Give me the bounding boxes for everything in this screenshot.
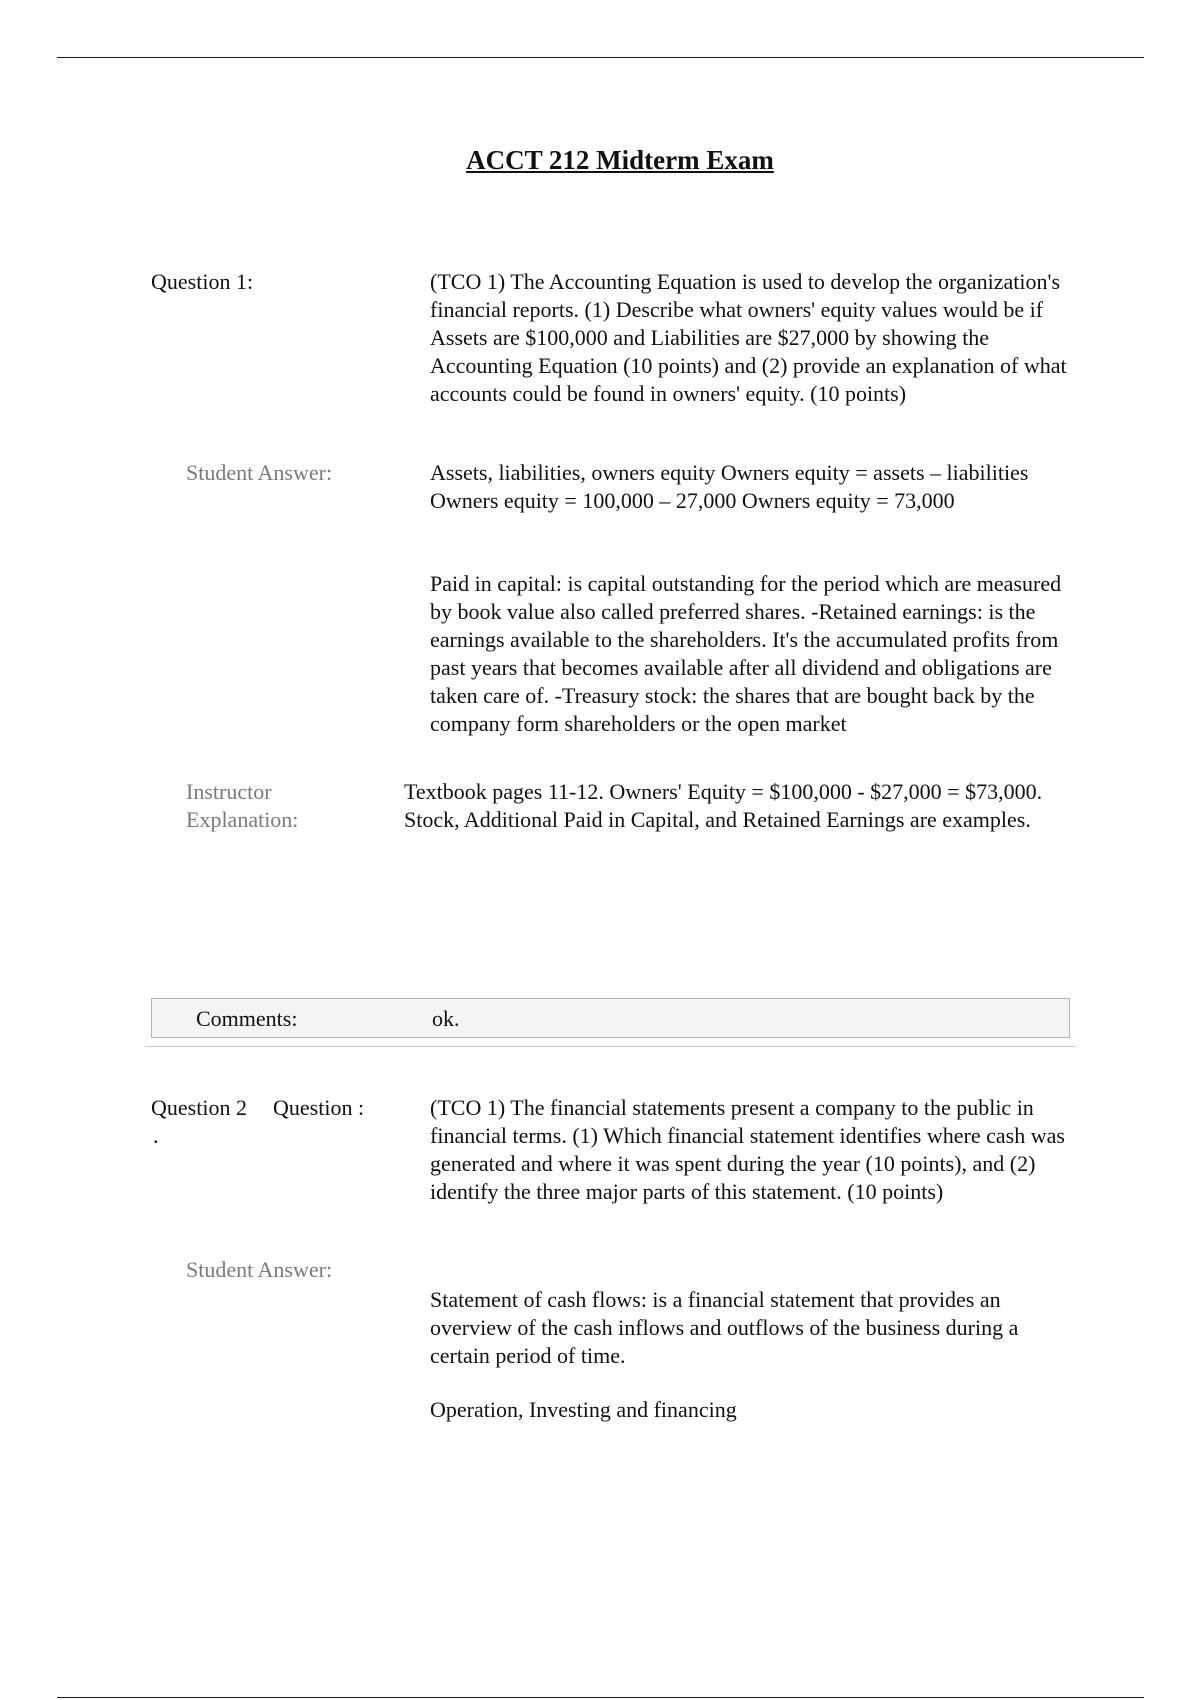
comments-label: Comments:	[196, 1006, 298, 1031]
question-1-answer-accounts: Paid in capital: is capital outstanding for the period which are measured by book value also called preferred shares. -Retained earnings: is the earnings available to the shareholders. It's the accumulated profits from past years that becomes available after all dividend and obligations are taken care of. -Treasury stock: the shares that are bought back by the company form shareholders or the open market	[430, 571, 1062, 736]
comments-value: ok.	[432, 1006, 460, 1031]
comments-divider	[145, 1046, 1076, 1047]
question-2-answer-statement: Statement of cash flows: is a financial statement that provides an overview of the cash inflows and outflows of the business during a certain period of time.	[430, 1287, 1019, 1368]
instructor-label-line-1: Instructor	[186, 779, 272, 804]
comments-box	[151, 998, 1070, 1038]
question-2-student-answer-label: Student Answer:	[186, 1257, 333, 1282]
question-2-dot: .	[153, 1123, 159, 1148]
question-1-label: Question 1:	[151, 269, 254, 294]
question-2-prompt: (TCO 1) The financial statements present a company to the public in financial terms. (1) Which financial statement identifies where cash was generated and where it was spent during the year (10 points), and (2) identify the three major parts of this statement. (10 points)	[430, 1095, 1065, 1204]
question-1-prompt: (TCO 1) The Accounting Equation is used to develop the organization's financial reports. (1) Describe what owners' equity values would be if Assets are $100,000 and Liabilities are $27,000 by showing the Accounting Equation (10 points) and (2) provide an explanation of what accounts could be found in owners' equity. (10 points)	[430, 269, 1067, 406]
question-1-student-answer-label: Student Answer:	[186, 460, 333, 485]
question-2-answer-parts: Operation, Investing and financing	[430, 1397, 737, 1422]
question-1-answer-equation: Assets, liabilities, owners equity Owners equity = assets – liabilities Owners equity = 100,000 – 27,000 Owners equity = 73,000	[430, 460, 1029, 513]
instructor-label-line-2: Explanation:	[186, 807, 299, 832]
question-1-instructor-label	[186, 778, 298, 834]
top-rule	[57, 57, 1144, 58]
bottom-rule	[57, 1697, 1144, 1698]
page-title: ACCT 212 Midterm Exam	[466, 145, 774, 175]
question-2-sublabel: Question :	[273, 1095, 365, 1120]
question-2-label: Question 2	[151, 1095, 247, 1120]
question-1-instructor-explanation: Textbook pages 11-12. Owners' Equity = $100,000 - $27,000 = $73,000. Stock, Additional Paid in Capital, and Retained Earnings are examples.	[404, 779, 1043, 832]
